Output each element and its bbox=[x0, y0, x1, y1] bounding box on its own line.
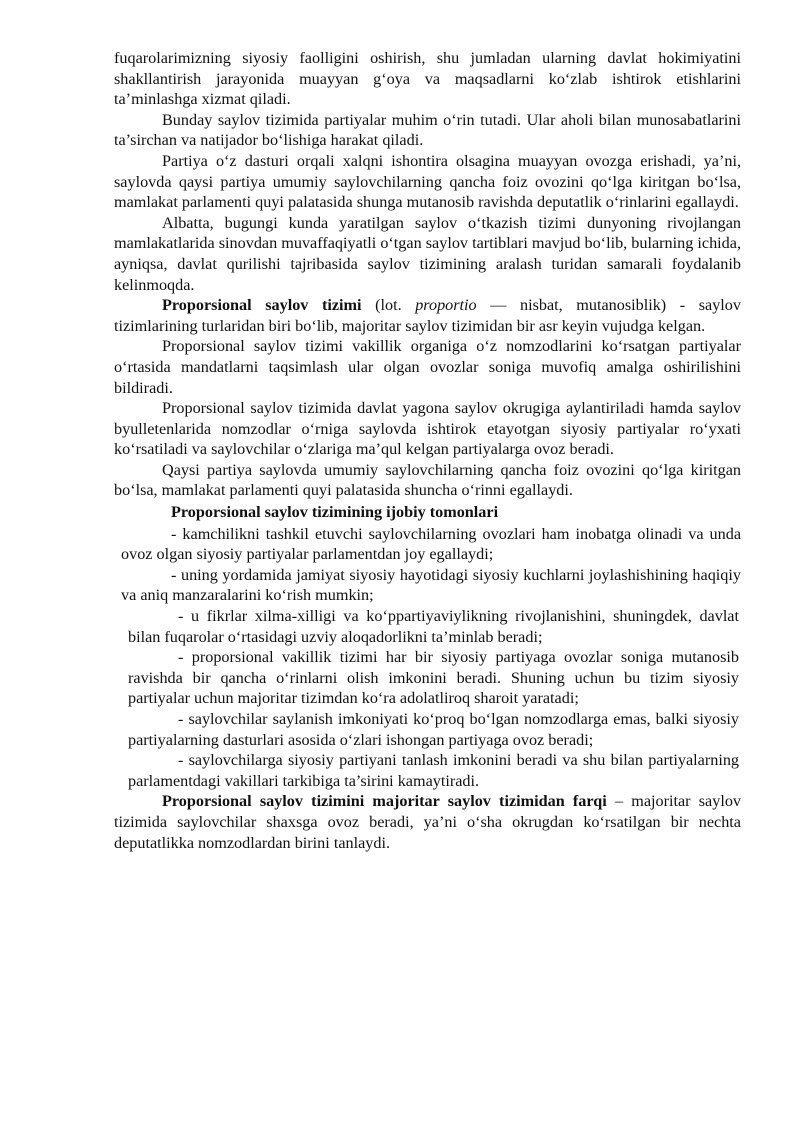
list-item: - u fikrlar xilma-xilligi va ko‘ppartiyaviylikning rivojlanishini, shuningdek, davlat bilan fuqarolar o‘rtasidagi uzviy aloqadorlikni ta’minlab beradi; bbox=[128, 607, 739, 646]
paragraph-5 bbox=[114, 295, 741, 336]
final-paragraph bbox=[114, 791, 741, 853]
paragraph-1: fuqarolarimizning siyosiy faolligini oshirish, shu jumladan ularning davlat hokimiyatini shakllantirish jarayonida muayyan g‘oya va maqsadlarni ko‘zlab ishtirok etishlarini ta’minlashga xizmat qiladi. bbox=[114, 49, 741, 109]
list-item: - proporsional vakillik tizimi har bir siyosiy partiyaga ovozlar soniga mutanosib ravishda bir qancha o‘rinlarni olish imkonini beradi. Shuning uchun bu tizim siyosiy partiyalar uchun majoritar tizimdan ko‘ra adolatliroq sharoit yaratadi; bbox=[128, 648, 739, 708]
list-item: - uning yordamida jamiyat siyosiy hayotidagi siyosiy kuchlarni joylashishining haqiqiy va aniq manzaralarini ko‘rish mumkin; bbox=[121, 565, 741, 605]
advantages-list-b bbox=[128, 606, 739, 791]
document-page bbox=[114, 48, 741, 853]
paragraph-6: Proporsional saylov tizimi vakillik organiga o‘z nomzodlarini ko‘rsatgan partiyalar o‘rtasida mandatlarni taqsimlash ular olgan ovozlar soniga muvofiq amalga oshirilishini bildiradi. bbox=[114, 337, 741, 397]
paragraph-7: Proporsional saylov tizimida davlat yagona saylov okrugiga aylantiriladi hamda saylov byulletenlarida nomzodlar o‘rniga saylovda ishtirok etayotgan siyosiy partiyalar ro‘yxati ko‘rsatiladi va saylovchilar o‘zlariga ma’qul kelgan partiyalarga ovoz beradi. bbox=[114, 399, 741, 459]
paragraph-4: Albatta, bugungi kunda yaratilgan saylov o‘tkazish tizimi dunyoning rivojlangan mamlakatlarida sinovdan muvaffaqiyatli o‘tgan saylov tartiblari mavjud bo‘lib, bularning ichida, ayniqsa, davlat qurilishi tajribasida saylov tizimining aralash turidan samarali foydalanib kelinmoqda. bbox=[114, 213, 741, 294]
paragraph-3: Partiya o‘z dasturi orqali xalqni ishontira olsagina muayyan ovozga erishadi, ya’ni, saylovda qaysi partiya umumiy saylovchilarning qancha foiz ovozini qo‘lga kiritgan bo‘lsa, mamlakat parlamenti quyi palatasida shunga mutanosib ravishda deputatlik o‘rinlarini egallaydi. bbox=[114, 151, 741, 212]
paragraph-8: Qaysi partiya saylovda umumiy saylovchilarning qancha foiz ovozini qo‘lga kiritgan bo‘lsa, mamlakat parlamenti quyi palatasida shuncha o‘rinni egallaydi. bbox=[114, 460, 741, 500]
section-heading: Proporsional saylov tizimining ijobiy tomonlari bbox=[171, 503, 499, 522]
list-item: - saylovchilarga siyosiy partiyani tanlash imkonini beradi va shu bilan partiyalarning parlamentdagi vakillari tarkibiga ta’sirini kamaytiradi. bbox=[128, 751, 739, 790]
final-term: Proporsional saylov tizimini majoritar saylov tizimidan farqi bbox=[162, 792, 607, 811]
term-proporsional: Proporsional saylov tizimi bbox=[162, 296, 362, 315]
list-item: - saylovchilar saylanish imkoniyati ko‘proq bo‘lgan nomzodlarga emas, balki siyosiy partiyalarning dasturlari asosida o‘zlari ishongan partiyaga ovoz beradi; bbox=[128, 710, 739, 749]
paragraph-5-part-a: (lot. bbox=[361, 296, 416, 315]
final-text: – majoritar saylov tizimida saylovchilar shaxsga ovoz beradi, ya’ni o‘sha okrugdan ko‘rsatilgan bir nechta deputatlikka nomzodlardan birini tanlaydi. bbox=[114, 792, 742, 852]
paragraph-5-part-b: — nisbat, mutanosiblik) - saylov tizimlarining turlaridan biri bo‘lib, majoritar saylov tizimidan bir asr keyin vujudga kelgan. bbox=[114, 296, 741, 335]
advantages-list-a bbox=[121, 524, 741, 606]
paragraph-2: Bunday saylov tizimida partiyalar muhim o‘rin tutadi. Ular aholi bilan munosabatlarini ta’sirchan va natijador bo‘lishiga harakat qiladi. bbox=[114, 110, 741, 150]
latin-term: proportio bbox=[415, 296, 477, 315]
list-item: - kamchilikni tashkil etuvchi saylovchilarning ovozlari ham inobatga olinadi va unda ovoz olgan siyosiy partiyalar parlamentdan joy egallaydi; bbox=[121, 524, 741, 564]
